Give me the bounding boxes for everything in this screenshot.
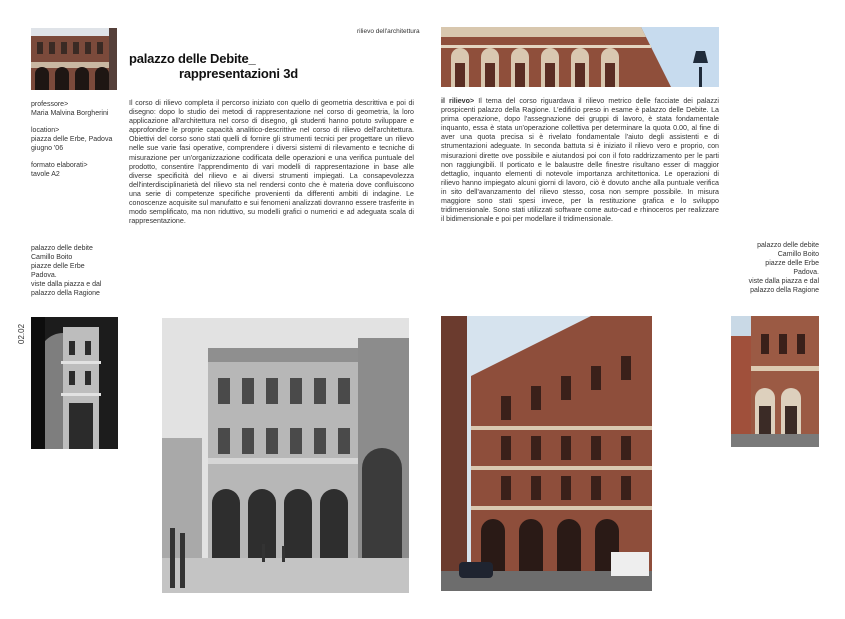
caption-line: viste dalla piazza e dal [748,278,819,285]
top-right-photo [441,27,719,87]
caption-left [31,244,141,298]
caption-line: palazzo delle debite [31,245,93,252]
location-label: location> [31,127,60,134]
color-small-photo [731,316,819,447]
bw-small-photo [31,317,118,449]
location-value: piazza delle Erbe, Padova [31,136,113,143]
caption-line: Camillo Boito [777,251,819,258]
top-left-photo [31,28,117,90]
caption-line: Padova. [31,272,57,279]
section-label: rilievo dell'architettura [357,28,420,35]
caption-line: piazze delle Erbe [31,263,85,270]
rilievo-text: Il tema del corso riguardava il rilievo metrico delle facciate dei palazzi prospicenti palazzo della Ragione. L'edificio preso in esame è palazzo delle Debite. La prima operazione, dopo l'assegnazione dei gruppi di lavoro, è stata fondamentale inquanto, essa è stata un'operazione collettiva per determinare la quota 0.00, al fine di aver una quota precisa si è rivelato fondamentale l'aiuto degli assistenti e di strumentazioni adeguate. In seconda battuta si è iniziato il rilievo vero e proprio, con misurazioni dirette ove possibile e aiutandosi poi con il foto raddrizzamento per le parti non raggiungibili. Il porticato e le balaustre delle finestre risultano esser di maggior dettaglio, inquanto elementi di notevole importanza architettonica. Le operazioni di rilievo hanno impiegato alcuni giorni di lavoro, ciò è dovuto anche alla puntuale verifica in sito dell'avanzamento del rilievo stesso, cosa non sempre possibile. In misura maggiore sono stati spesi invece, per la restituzione grafica e lo sviluppo tridimensionale. Sono stati utilizzati software come auto-cad e rhinoceros per realizzare il bidimensionale e poi per modellare il tridimensionale. [441,97,719,224]
caption-line: Padova. [793,269,819,276]
color-large-photo [441,316,652,591]
page-subtitle: rappresentazioni 3d [179,66,299,81]
page-title: palazzo delle Debite_ [129,51,256,66]
format-value: tavole A2 [31,171,60,178]
intro-paragraph: Il corso di rilievo completa il percorso iniziato con quello di geometria descrittiva e poi di disegno: dopo lo studio dei metodi di rappresentazione nel corso di geometria, la loro applicazione all'architettura nel corso di disegno, gli studenti hanno potuto sviluppare e approfondire le proprie capacità analitico-descrittive nel corso di rilievo dell'architettura. Obiettivi del corso sono stati quelli di fornire gli strumenti tecnici per progettare un rilievo nelle sue varie fasi operative, comprendere i diversi sistemi di rilevamento e tecniche di misurazione per un'organizzazione codificata delle operazioni e una verifica puntuale del prodotto, consentire l'apprendimento di vari modelli di rappresentazione in base alle diverse specificità del rilievo e ai diversi strumenti impiegati. La consapevolezza dell'interdisciplinarietà del rilievo sta nel rendersi conto che è materia dove confluiscono una serie di competenze specifiche provenienti da differenti ambiti di indagine. Le conoscenze acquisite sul manufatto e sui fenomeni analizzati dovranno essere trasferite in modo semplificato, ma non riduttivo, su modelli grafici o numerici e ad adeguata scala di rappresentazione. [129,99,414,226]
rilievo-paragraph [441,97,719,224]
page-number: 02.02 [17,323,26,344]
meta-block [31,100,126,179]
bw-large-photo [162,318,409,593]
caption-line: piazze delle Erbe [765,260,819,267]
caption-line: palazzo delle debite [757,242,819,249]
date-value: giugno '06 [31,145,64,152]
caption-line: palazzo della Ragione [750,287,819,294]
caption-line: viste dalla piazza e dal [31,281,102,288]
caption-line: palazzo della Ragione [31,290,100,297]
caption-right [710,241,819,295]
rilievo-label: il rilievo> [441,97,475,105]
professor-label: professore> [31,101,69,108]
professor-name: Maria Malvina Borgherini [31,110,109,117]
format-label: formato elaborati> [31,162,88,169]
caption-line: Camillo Boito [31,254,73,261]
